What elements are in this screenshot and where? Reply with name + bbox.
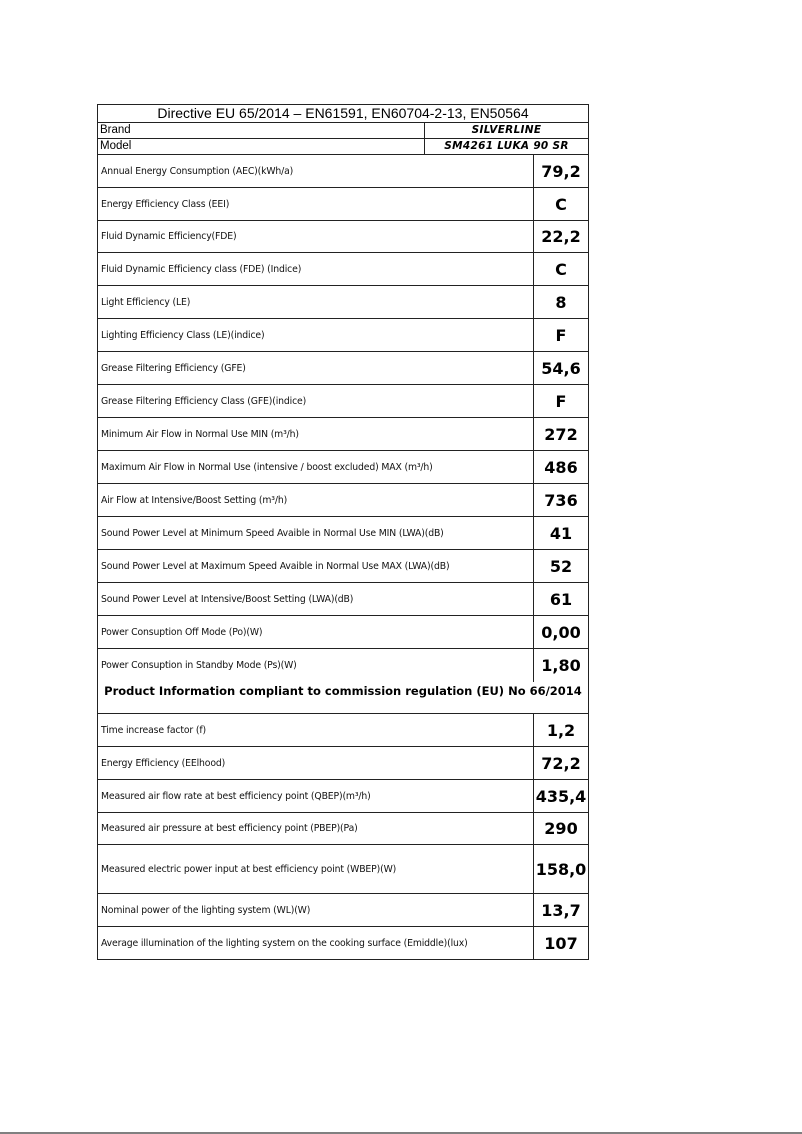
table-row	[98, 253, 588, 286]
table-row	[98, 451, 588, 484]
row-value: 1,80	[541, 656, 581, 675]
energy-data-rows	[98, 155, 588, 682]
brand-label: Brand	[98, 123, 425, 138]
row-label: Maximum Air Flow in Normal Use (intensive / boost excluded) MAX (m³/h)	[98, 451, 534, 483]
row-label: Sound Power Level at Minimum Speed Avaible in Normal Use MIN (LWA)(dB)	[98, 517, 534, 549]
row-label: Annual Energy Consumption (AEC)(kWh/a)	[98, 155, 534, 187]
row-value: 41	[549, 523, 573, 543]
row-label: Grease Filtering Efficiency Class (GFE)(indice)	[98, 385, 534, 417]
table-row	[98, 385, 588, 418]
row-value: 61	[549, 589, 573, 609]
row-value: 290	[544, 819, 578, 838]
row-value: 8	[555, 292, 567, 312]
row-value: F	[555, 325, 567, 345]
table-row	[98, 286, 588, 319]
table-row	[98, 927, 588, 959]
table-row	[98, 319, 588, 352]
table-row	[98, 780, 588, 813]
table-row	[98, 616, 588, 649]
row-value: 435,4	[535, 786, 587, 806]
row-label: Measured air pressure at best efficiency point (PBEP)(Pa)	[98, 813, 534, 844]
model-label: Model	[98, 139, 425, 154]
row-label: Time increase factor (f)	[98, 714, 534, 746]
row-label: Energy Efficiency (EElhood)	[98, 747, 534, 779]
row-label: Average illumination of the lighting system on the cooking surface (Emiddle)(lux)	[98, 927, 534, 959]
row-label: Grease Filtering Efficiency (GFE)	[98, 352, 534, 384]
row-label: Power Consuption in Standby Mode (Ps)(W)	[98, 649, 534, 682]
row-label: Fluid Dynamic Efficiency class (FDE) (Indice)	[98, 253, 534, 285]
row-value: F	[555, 391, 567, 411]
model-row	[98, 139, 588, 155]
table-row	[98, 155, 588, 188]
row-value: C	[555, 194, 567, 214]
row-value: C	[555, 259, 567, 279]
table-row	[98, 747, 588, 780]
row-label: Nominal power of the lighting system (WL)(W)	[98, 894, 534, 926]
row-label: Power Consuption Off Mode (Po)(W)	[98, 616, 534, 648]
table-row	[98, 714, 588, 747]
row-value: 486	[544, 457, 578, 477]
brand-row	[98, 123, 588, 139]
row-value: 1,2	[546, 720, 576, 740]
row-label: Energy Efficiency Class (EEI)	[98, 188, 534, 220]
row-label: Lighting Efficiency Class (LE)(indice)	[98, 319, 534, 351]
table-row	[98, 845, 588, 894]
row-value: 158,0	[535, 859, 587, 879]
row-label: Fluid Dynamic Efficiency(FDE)	[98, 221, 534, 252]
row-value: 22,2	[541, 227, 581, 246]
row-label: Sound Power Level at Intensive/Boost Setting (LWA)(dB)	[98, 583, 534, 615]
section-title: Product Information compliant to commission regulation (EU) No 66/2014	[98, 682, 588, 714]
product-info-table	[97, 104, 589, 960]
table-row	[98, 221, 588, 253]
table-row	[98, 188, 588, 221]
brand-value: SILVERLINE	[471, 124, 542, 136]
row-value: 72,2	[541, 753, 581, 773]
row-value: 13,7	[541, 900, 581, 920]
row-label: Sound Power Level at Maximum Speed Avaible in Normal Use MAX (LWA)(dB)	[98, 550, 534, 582]
row-label: Measured electric power input at best efficiency point (WBEP)(W)	[98, 845, 534, 893]
table-row	[98, 484, 588, 517]
regulation-data-rows	[98, 714, 588, 959]
row-value: 52	[549, 556, 573, 576]
row-value: 79,2	[541, 161, 581, 181]
table-row	[98, 517, 588, 550]
row-value: 0,00	[541, 622, 581, 642]
table-row	[98, 894, 588, 927]
row-value: 107	[544, 933, 578, 953]
row-value: 736	[544, 490, 578, 510]
row-label: Minimum Air Flow in Normal Use MIN (m³/h)	[98, 418, 534, 450]
table-row	[98, 583, 588, 616]
table-row	[98, 649, 588, 682]
row-label: Light Efficiency (LE)	[98, 286, 534, 318]
table-row	[98, 550, 588, 583]
table-row	[98, 352, 588, 385]
model-value: SM4261 LUKA 90 SR	[444, 140, 569, 152]
table-row	[98, 813, 588, 845]
row-label: Measured air flow rate at best efficiency point (QBEP)(m³/h)	[98, 780, 534, 812]
row-value: 272	[544, 424, 578, 444]
row-label: Air Flow at Intensive/Boost Setting (m³/h)	[98, 484, 534, 516]
directive-title: Directive EU 65/2014 – EN61591, EN60704-2-13, EN50564	[98, 105, 588, 123]
row-value: 54,6	[541, 358, 581, 378]
table-row	[98, 418, 588, 451]
